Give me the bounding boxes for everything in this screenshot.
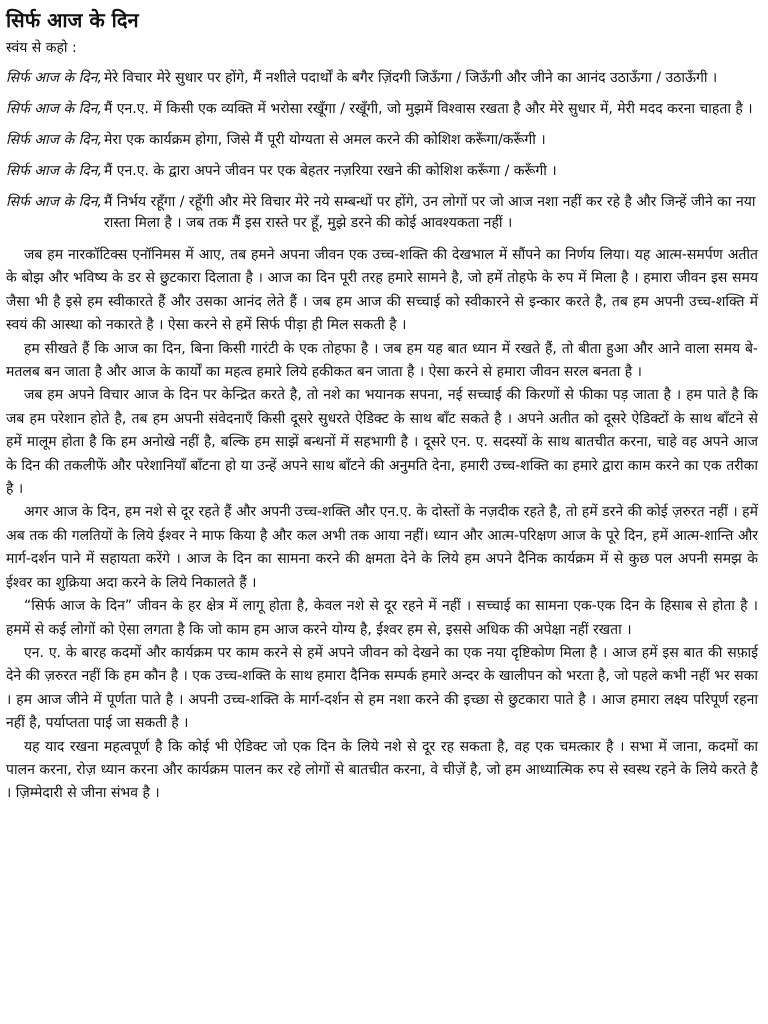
affirmation-4 — [6, 161, 758, 182]
affirmation-text: मेरे विचार मेरे सुधार पर होंगे, मैं नशीले पदार्थों के बगैर ज़िंदगी जिऊँगा / जिऊँगी और जीने का आनंद उठाऊँगा / उठाऊँगी । — [103, 70, 718, 86]
body-paragraph: एन. ए. के बारह कदमों और कार्यक्रम पर काम करने से हमें अपने जीवन को देखने का एक नया दृष्टिकोण मिला है । आज हमें इस बात की सफ़ाई देने की ज़रुरत नहीं कि हम कौन है । एक उच्च-शक्ति के साथ हमारा दैनिक सम्पर्क हमारे अन्दर के खालीपन को भरता है, जो पहले कभी नहीं भर सका । हम आज जीने में पूर्णता पाते है । अपनी उच्च-शक्ति के मार्ग-दर्शन से हम नशा करने की इच्छा से छुटकारा पाते है । आज हमारा लक्ष्य परिपूर्ण रहना नहीं है, पर्याप्तता पाई जा सकती है । — [6, 644, 758, 732]
affirmation-lead: सिर्फ आज के दिन, — [6, 70, 102, 86]
affirmation-text: मैं निर्भय रहूँगा / रहूँगी और मेरे विचार मेरे नये सम्बन्धों पर होंगे, उन लोगों पर जो आज नशा नहीं कर रहे है और जिन्हें जीने का नया रास्ता मिला है । जब तक मैं इस रास्ते पर हूँ, मुझे डरने की कोई आवश्यकता नहीं । — [103, 194, 756, 231]
body-paragraph: जब हम अपने विचार आज के दिन पर केन्द्रित करते है, तो नशे का भयानक सपना, नई सच्चाई की किरणों से फीका पड़ जाता है । हम पाते है कि जब हम परेशान होते है, तब हम अपनी संवेदनाएँ किसी दूसरे सुधरते ऐडिक्ट के साथ बाँट सकते है । अपने अतीत को दूसरे ऐडिक्टों के साथ बाँटने से हमें मालूम होता है कि हम अनोखे नहीं है, बल्कि हम साझें बन्धनों में सहभागी है । दूसरे एन. ए. सदस्यों के साथ बातचीत करना, चाहे वह अपने आज के दिन की तकलीफें और परेशानियाँ बाँटना हो या उन्हें अपने साथ बाँटने की अनुमति देना, हमारी उच्च-शक्ति का हमारे द्वारा काम करने का एक तरीका है । — [6, 387, 758, 498]
body-paragraph: अगर आज के दिन, हम नशे से दूर रहते हैं और अपनी उच्च-शक्ति और एन.ए. के दोस्तों के नज़दीक रहते है, तो हमें डरने की कोई ज़रुरत नहीं । हमें अब तक की गलतियों के लिये ईश्वर ने माफ किया है और कल अभी तक आया नहीं। ध्यान और आत्म-परिक्षण आज के पूरे दिन, हमें आत्म-शान्ति और मार्ग-दर्शन पाने में सहायता करेंगे । आज के दिन का सामना करने की क्षमता देने के लिये हम अपने दैनिक कार्यक्रम में से कुछ पल अपनी समझ के ईश्वर का शुक्रिया अदा करने के लिये निकालते हैं । — [6, 504, 758, 591]
affirmation-lead: सिर्फ आज के दिन, — [6, 101, 102, 117]
affirmation-text: मेरा एक कार्यक्रम होगा, जिसे मैं पूरी योग्यता से अमल करने की कोशिश करूँगा/करूँगी । — [103, 132, 546, 148]
affirmation-text: मैं एन.ए. के द्वारा अपने जीवन पर एक बेहतर नज़रिया रखने की कोशिश करूँगा / करूँगी । — [103, 163, 557, 179]
affirmation-lead: सिर्फ आज के दिन, — [6, 194, 102, 210]
affirmation-lead: सिर्फ आज के दिन, — [6, 132, 102, 148]
affirmation-2 — [6, 99, 758, 120]
page-title: सिर्फ आज के दिन — [6, 8, 139, 32]
affirmation-text: मैं एन.ए. में किसी एक व्यक्ति में भरोसा रखूँगा / रखूँगी, जो मुझमें विश्वास रखता है और मेरे सुधार में, मेरी मदद करना चाहता है । — [103, 101, 753, 117]
affirmation-lead: सिर्फ आज के दिन, — [6, 163, 102, 179]
body-paragraph: जब हम नारकॉटिक्स एनॉनिमस में आए, तब हमने अपना जीवन एक उच्च-शक्ति की देखभाल में सौंपने का निर्णय लिया। यह आत्म-समर्पण अतीत के बोझ और भविष्य के डर से छुटकारा दिलाता है । आज का दिन पूरी तरह हमारे सामने है, जो हमें तोहफे के रुप में मिला है । हमारा जीवन इस समय जैसा भी है इसे हम स्वीकारते हैं और उसका आनंद लेते हैं । जब हम आज की सच्चाई को स्वीकारने से इन्कार करते है, तब हम अपनी उच्च-शक्ति में स्वयं की आस्था को नकारते है । ऐसा करने से हमें सिर्फ पीड़ा ही मिल सकती है । — [6, 247, 758, 334]
affirmation-3 — [6, 130, 758, 151]
affirmation-1 — [6, 68, 758, 89]
body-paragraph: यह याद रखना महत्वपूर्ण है कि कोई भी ऐडिक्ट जो एक दिन के लिये नशे से दूर रह सकता है, वह एक चमत्कार है । सभा में जाना, कदमों का पालन करना, रोज़ ध्यान करना और कार्यक्रम पालन कर रहे लोगों से बातचीत करना, वे चीज़ें है, जो हम आध्यात्मिक रुप से स्वस्थ रहने के लिये करते है । ज़िम्मेदारी से जीना संभव है । — [6, 738, 758, 802]
affirmation-5 — [6, 192, 758, 234]
body-paragraph: “सिर्फ आज के दिन” जीवन के हर क्षेत्र में लागू होता है, केवल नशे से दूर रहने में नहीं । सच्चाई का सामना एक-एक दिन के हिसाब से होता है । हममें से कई लोगों को ऐसा लगता है कि जो काम हम आज करने योग्य है, ईश्वर हम से, इससे अधिक की अपेक्षा नहीं रखता । — [6, 598, 758, 638]
intro-text: स्वंय से कहो : — [6, 40, 77, 56]
body-paragraph: हम सीखते हैं कि आज का दिन, बिना किसी गारंटी के एक तोहफा है । जब हम यह बात ध्यान में रखते हैं, तो बीता हुआ और आने वाला समय बे-मतलब बन जाता है और आज के कार्यों का महत्व हमारे लिये हकीकत बन जाता है । ऐसा करने से हमारा जीवन सरल बनता है । — [6, 340, 758, 381]
